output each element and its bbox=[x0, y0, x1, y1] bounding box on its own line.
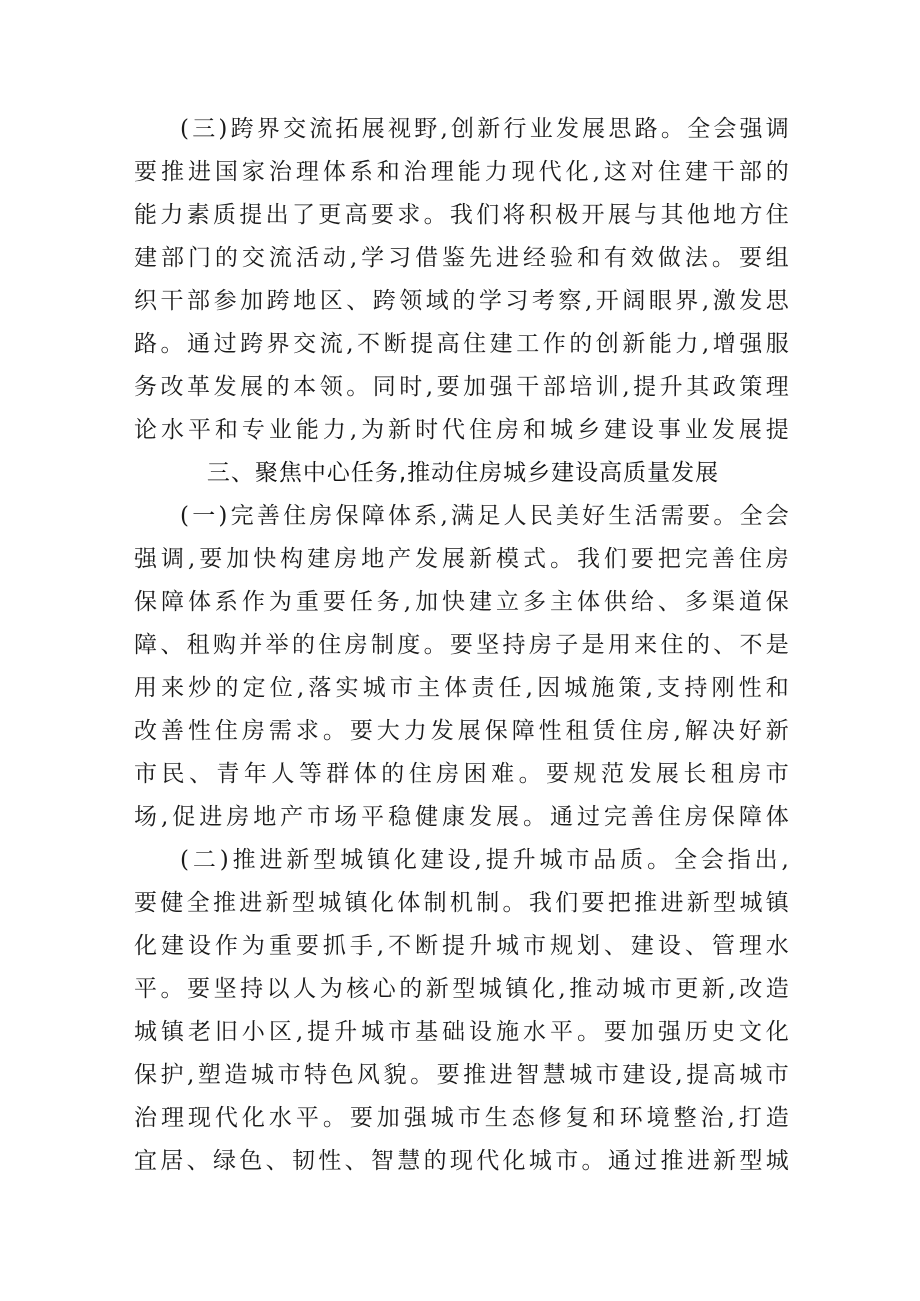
document-body bbox=[134, 108, 792, 1183]
paragraph-cross-border-exchange: (三)跨界交流拓展视野,创新行业发展思路。全会强调要推进国家治理体系和治理能力现代化,这对住建干部的能力素质提出了更高要求。我们将积极开展与其他地方住建部门的交流活动,学习借鉴先进经验和有效做法。要组织干部参加跨地区、跨领域的学习考察,开阔眼界,激发思路。通过跨界交流,不断提高住建工作的创新能力,增强服务改革发展的本领。同时,要加强干部培训,提升其政策理论水平和专业能力,为新时代住房和城乡建设事业发展提 bbox=[134, 116, 792, 443]
section-heading-three: 三、聚焦中心任务,推动住房城乡建设高质量发展 bbox=[206, 460, 720, 486]
paragraph-new-urbanization: (二)推进新型城镇化建设,提升城市品质。全会指出,要健全推进新型城镇化体制机制。我们要把推进新型城镇化建设作为重要抓手,不断提升城市规划、建设、管理水平。要坚持以人为核心的新型城镇化,推动城市更新,改造城镇老旧小区,提升城市基础设施水平。要加强历史文化保护,塑造城市特色风貌。要推进智慧城市建设,提高城市治理现代化水平。要加强城市生态修复和环境整治,打造宜居、绿色、韧性、智慧的现代化城市。通过推进新型城 bbox=[134, 847, 792, 1174]
paragraph-housing-security: (一)完善住房保障体系,满足人民美好生活需要。全会强调,要加快构建房地产发展新模式。我们要把完善住房保障体系作为重要任务,加快建立多主体供给、多渠道保障、租购并举的住房制度。要坚持房子是用来住的、不是用来炒的定位,落实城市主体责任,因城施策,支持刚性和改善性住房需求。要大力发展保障性租赁住房,解决好新市民、青年人等群体的住房困难。要规范发展长租房市场,促进房地产市场平稳健康发展。通过完善住房保障体 bbox=[134, 503, 792, 830]
